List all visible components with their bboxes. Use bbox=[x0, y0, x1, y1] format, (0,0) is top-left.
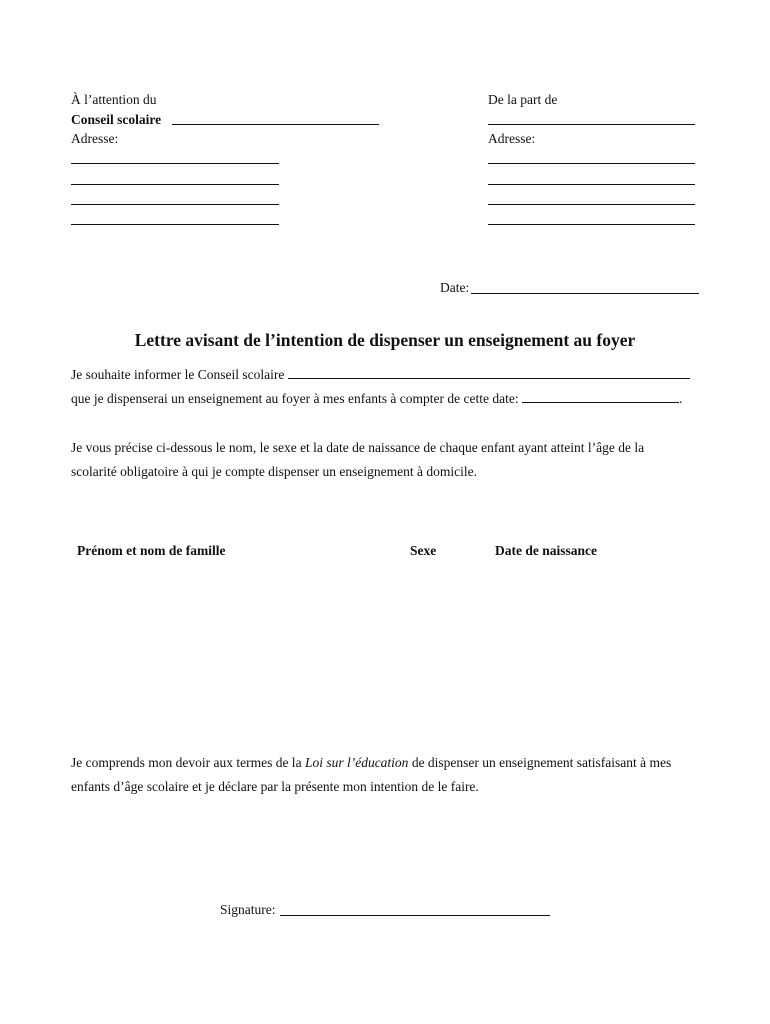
declaration-pre: Je comprends mon devoir aux termes de la bbox=[71, 755, 305, 770]
declaration-line-2: enfants d’âge scolaire et je déclare par la présente mon intention de le faire. bbox=[71, 779, 479, 794]
signature-label: Signature: bbox=[220, 902, 276, 917]
board-name-blank[interactable] bbox=[288, 366, 690, 379]
right-address-line-2[interactable] bbox=[488, 184, 695, 185]
left-address-line-4[interactable] bbox=[71, 224, 279, 225]
header-dob: Date de naissance bbox=[495, 543, 597, 558]
attention-label: À l’attention du bbox=[71, 92, 157, 107]
board-label: Conseil scolaire bbox=[71, 112, 162, 127]
start-date-blank[interactable] bbox=[522, 390, 679, 403]
header-name: Prénom et nom de famille bbox=[77, 543, 226, 558]
left-address-line-2[interactable] bbox=[71, 184, 279, 185]
notice-period: . bbox=[678, 391, 683, 406]
page-title: Lettre avisant de l’intention de dispenser un enseignement au foyer bbox=[134, 330, 636, 350]
right-address-label: Adresse: bbox=[488, 131, 536, 146]
children-intro-line-1: Je vous précise ci-dessous le nom, le sexe et la date de naissance de chaque enfant ayant atteint l’âge de la bbox=[71, 440, 645, 455]
notice-paragraph bbox=[71, 363, 701, 411]
right-address-line-3[interactable] bbox=[488, 204, 695, 205]
declaration-paragraph bbox=[71, 751, 701, 799]
board-name-field[interactable] bbox=[172, 124, 379, 125]
date-field[interactable] bbox=[471, 293, 699, 294]
right-address-line-1[interactable] bbox=[488, 163, 695, 164]
declaration-post: de dispenser un enseignement satisfaisant à mes bbox=[408, 755, 672, 770]
from-label: De la part de bbox=[488, 92, 558, 107]
children-intro-paragraph bbox=[71, 436, 701, 484]
left-address-line-3[interactable] bbox=[71, 204, 279, 205]
notice-line-2: que je dispenserai un enseignement au foyer à mes enfants à compter de cette date: bbox=[71, 391, 519, 406]
left-address-line-1[interactable] bbox=[71, 163, 279, 164]
signature-field[interactable] bbox=[280, 915, 550, 916]
sender-name-field[interactable] bbox=[488, 124, 695, 125]
left-address-label: Adresse: bbox=[71, 131, 119, 146]
date-label: Date: bbox=[440, 280, 470, 295]
right-address-line-4[interactable] bbox=[488, 224, 695, 225]
header-sex: Sexe bbox=[410, 543, 437, 558]
children-intro-line-2: scolarité obligatoire à qui je compte dispenser un enseignement à domicile. bbox=[71, 464, 477, 479]
notice-line-1: Je souhaite informer le Conseil scolaire bbox=[71, 367, 285, 382]
law-title: Loi sur l’éducation bbox=[304, 755, 409, 770]
